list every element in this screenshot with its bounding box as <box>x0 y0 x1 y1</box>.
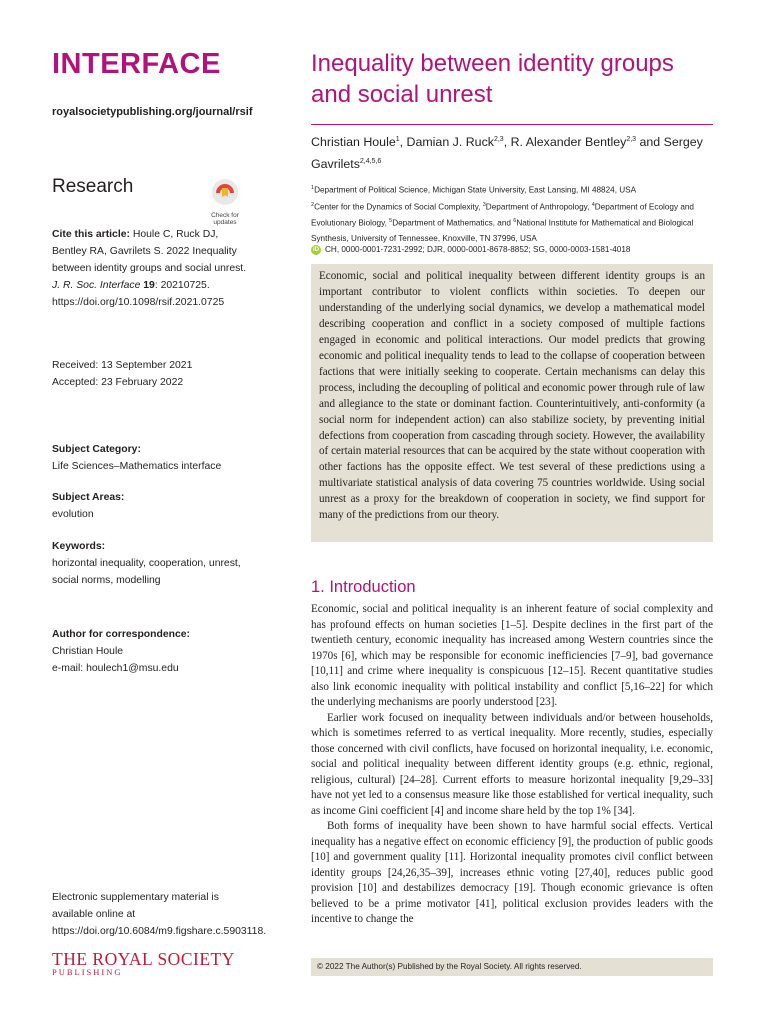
affiliation-marker: 2 <box>311 201 315 208</box>
affiliations <box>311 181 713 246</box>
keywords-value: horizontal inequality, cooperation, unrest, social norms, modelling <box>52 558 241 586</box>
correspondence-email[interactable]: e-mail: houlech1@msu.edu <box>52 663 179 674</box>
copyright-bar: © 2022 The Author(s) Published by the Royal Society. All rights reserved. <box>311 958 713 976</box>
keywords-label: Keywords: <box>52 541 106 552</box>
body-paragraph: Economic, social and political inequality is an inherent feature of social complexity and has profound effects on human societies [1–5]. Despite declines in the first part of the twentieth century, economic inequality has increased among Western countries since the 1970s [6], which may be responsible for economic inefficiencies [7–9], bad governance [10,11] and crime where inequality is conspicuous [12–15]. Recent quantitative studies also link economic inequality with political instability and conflict [5,16–22] for which the underlying mechanisms are poorly understood [23]. <box>311 603 713 708</box>
citation-doi-link[interactable]: : 20210725. https://doi.org/10.1098/rsif.2021.0725 <box>52 280 225 308</box>
affiliation-marker: 1 <box>311 185 315 191</box>
article-title: Inequality between identity groups and social unrest <box>311 50 674 108</box>
correspondence-block <box>52 626 248 677</box>
dates-block <box>52 357 248 391</box>
subject-category-block <box>52 441 248 475</box>
check-for-updates-icon <box>211 178 239 206</box>
author-name[interactable]: , R. Alexander Bentley <box>503 135 627 150</box>
publisher-name: THE ROYAL SOCIETY <box>52 949 235 969</box>
title-divider <box>311 124 713 125</box>
article-type: Research <box>52 176 134 197</box>
subject-category-value: Life Sciences–Mathematics interface <box>52 461 222 472</box>
author-affiliation-marker: 2,4,5,6 <box>359 158 382 166</box>
author-affiliation-marker: 2,3 <box>493 136 504 143</box>
affiliation-marker: 6 <box>513 218 517 225</box>
accepted-date: Accepted: 23 February 2022 <box>52 377 184 388</box>
journal-logo[interactable]: INTERFACE <box>52 48 221 80</box>
correspondence-label: Author for correspondence: <box>52 629 190 640</box>
affiliation-text: Center for the Dynamics of Social Complexity, <box>314 202 483 212</box>
citation-block <box>52 226 248 311</box>
subject-category-label: Subject Category: <box>52 444 141 455</box>
author-affiliation-marker: 2,3 <box>626 136 637 143</box>
author-name[interactable]: Christian Houle <box>311 135 396 150</box>
affiliation-marker: 5 <box>389 218 393 225</box>
orcid-icon[interactable]: iD <box>313 247 319 253</box>
affiliation-text: Department of Anthropology, <box>485 202 592 212</box>
author-name[interactable]: , Damian J. Ruck <box>399 135 494 150</box>
received-date: Received: 13 September 2021 <box>52 360 193 371</box>
supplementary-material-note[interactable]: Electronic supplementary material is available online at https://doi.org/10.6084/m9.figshare.c.5903118. <box>52 892 267 937</box>
body-paragraph: Earlier work focused on inequality between individuals and/or between households, which is sometimes referred to as vertical inequality. More recently, studies, especially those concerned with civil conflicts, have focused on horizontal inequality, i.e. economic, social and political inequality between different identity groups (e.g. ethnic, regional, religious, cultural) [24–28]. Current efforts to measure horizontal inequality [9,29–33] have not yet led to a consensus measure like those established for vertical inequality, such as income Gini coefficient [4] and income share held by the top 1% [34]. <box>311 711 713 817</box>
royal-society-logo[interactable] <box>52 950 235 977</box>
citation-label: Cite this article: <box>52 229 130 240</box>
subject-areas-block <box>52 489 248 523</box>
subject-areas-value: evolution <box>52 509 94 520</box>
body-paragraph: Both forms of inequality have been shown to have harmful social effects. Vertical inequality has a negative effect on economic efficiency [9], the production of public goods [10] and government quality [11]. Horizontal inequality promotes civil conflict between identity groups [24,26,35–39], increases ethnic voting [27,40], reduces public good provision [10] and destabilizes democracy [19]. Though economic grievance is often believed to be a prime motivator [41], political exclusion provides leaders with the incentive to change the <box>311 820 713 925</box>
affiliation-text: National Institute for Mathematical and Biological Synthesis, University of Tennessee, Knoxville, TN 37996, USA <box>311 219 694 244</box>
check-for-updates-button[interactable] <box>204 178 246 226</box>
affiliation-marker: 3 <box>482 201 486 208</box>
check-for-updates-label: Check for updates <box>211 212 239 226</box>
citation-volume: 19 <box>140 280 155 291</box>
affiliation-text: Department of Political Science, Michigan State University, East Lansing, MI 48824, USA <box>314 185 637 195</box>
affiliation-text: Department of Ecology and Evolutionary Biology, <box>311 202 694 229</box>
subject-areas-label: Subject Areas: <box>52 492 125 503</box>
author-list <box>311 130 711 174</box>
publisher-subname: PUBLISHING <box>52 967 123 977</box>
orcid-line <box>311 244 713 256</box>
affiliation-marker: 4 <box>591 201 595 208</box>
author-affiliation-marker: 1 <box>395 136 400 143</box>
author-name[interactable]: and Sergey Gavrilets <box>311 135 703 172</box>
citation-text: Houle C, Ruck DJ, Bentley RA, Gavrilets S. 2022 Inequality between identity groups and social unrest. <box>52 229 247 274</box>
section-heading: 1. Introduction <box>311 578 416 596</box>
body-text <box>311 602 713 928</box>
correspondence-name: Christian Houle <box>52 646 124 657</box>
affiliation-text: Department of Mathematics, and <box>392 219 514 229</box>
journal-url-link[interactable]: royalsocietypublishing.org/journal/rsif <box>52 106 253 118</box>
citation-journal: J. R. Soc. Interface <box>52 280 141 291</box>
keywords-block <box>52 538 248 589</box>
abstract-box: Economic, social and political inequality between different identity groups is an important contributor to violent conflicts within societies. To deepen our understanding of the underlying social dynamics, we develop a mathematical model describing cooperation and conflict in a society composed of multiple factions engaged in economic and political interactions. Our model predicts that growing economic and political inequality tends to lead to the collapse of cooperation between factions that were initially seeking to cooperate. Certain mechanisms can delay this process, including the decoupling of political and economic power through rule of law and allegiance to the state or dominant faction. Counterintuitively, anti-conformity (a social norm for independent action) can also stabilize society, by preventing initial defections from cooperation from cascading through society. However, the availability of certain material resources that can be acquired by the state without cooperation with other factions has the opposite effect. We test several of these predictions using a multivariate statistical analysis of data covering 75 countries worldwide. Using social unrest as a proxy for the breakdown of cooperation in society, we find support for many of the predictions from our theory. <box>311 264 713 542</box>
orcid-ids[interactable]: CH, 0000-0001-7231-2992; DJR, 0000-0001-8678-8852; SG, 0000-0003-1581-4018 <box>325 245 631 254</box>
